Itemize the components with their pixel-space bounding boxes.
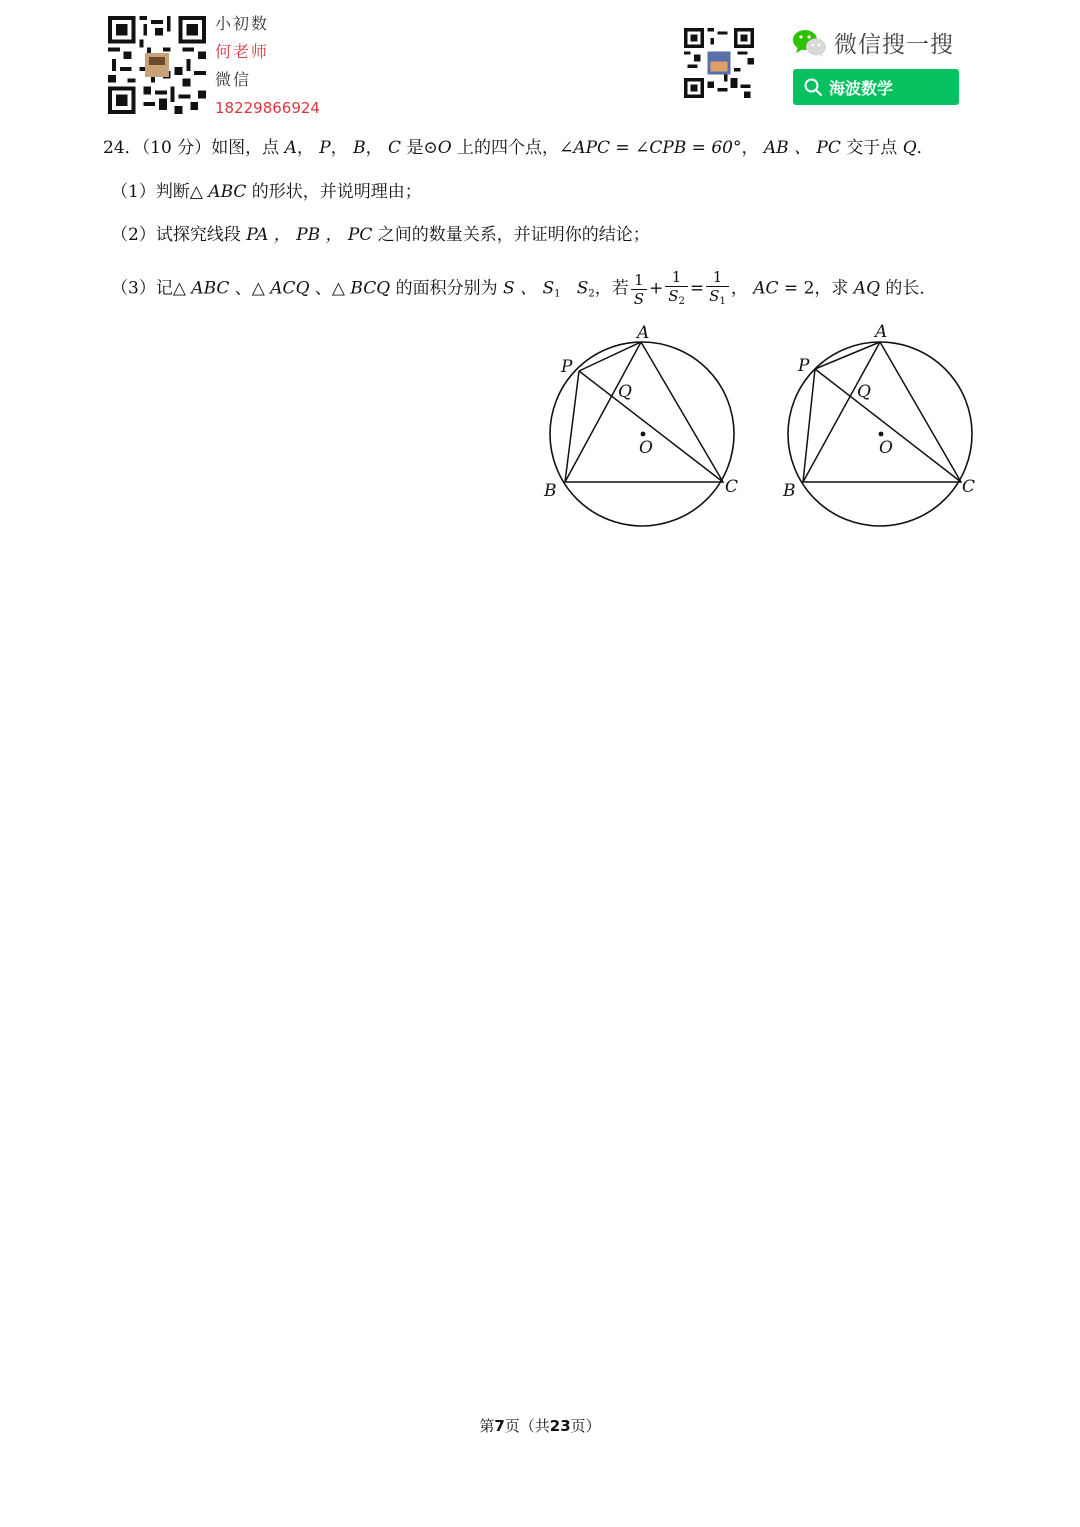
part-3-mid: 的面积分别为 — [390, 278, 503, 299]
stem-text: 上的四个点， — [451, 138, 560, 158]
segment-vars: PA ， PB ， PC — [246, 225, 373, 245]
fraction-denominator: S — [633, 289, 644, 308]
fraction-denominator: $S_2$ — [668, 287, 685, 307]
label-b: B — [783, 481, 796, 501]
triangle-abc: ABC — [191, 278, 230, 299]
footer-text: 第 — [479, 1417, 495, 1435]
question-points: （10 分） — [141, 138, 212, 158]
segment-pb — [803, 369, 815, 482]
page-footer — [0, 1415, 1080, 1436]
segment-aq: AQ — [853, 278, 881, 299]
part-1-prefix: （1）判断△ — [111, 182, 209, 202]
var-q: Q — [902, 138, 917, 158]
var-p: P — [319, 138, 331, 158]
wechat-logo-icon — [792, 28, 828, 58]
var-a: A — [284, 138, 297, 158]
fraction-numerator: 1 — [665, 269, 688, 287]
part-2-prefix: （2）试探究线段 — [111, 225, 247, 245]
center-point — [641, 432, 646, 437]
label-q: Q — [857, 382, 871, 402]
triangle-bcq: BCQ — [350, 278, 391, 299]
part-3: （3）记△ ABC 、△ ACQ 、△ BCQ 的面积分别为 S 、 $S_1$ $S_2$，若 $\frac{1}{S}$ + $\frac{1}{S_2}$ = $\frac{1}{S_1}$ ， AC = 2，求 AQ 的长． — [111, 268, 936, 310]
angle-condition: ∠APC = ∠CPB = 60° — [559, 138, 742, 158]
fraction-numerator: 1 — [631, 272, 647, 290]
fraction-1-over-s2 — [665, 269, 688, 311]
geometry-figure-right — [773, 318, 988, 533]
area-vars: S 、 S — [502, 278, 555, 299]
triangle-abc: ABC — [208, 182, 247, 202]
qr-code-icon — [108, 16, 206, 114]
contact-line-2: 何老师 — [215, 42, 270, 61]
contact-info — [215, 10, 320, 122]
stem-text: 交于点 — [840, 138, 903, 158]
s1-letter: S — [709, 287, 720, 305]
part-3-condition: ，若 — [594, 278, 629, 299]
var-b: B — [353, 138, 366, 158]
geometry-figure-left — [535, 318, 750, 533]
triangle-acq: ACQ — [270, 278, 310, 299]
search-keyword: 海波数学 — [829, 78, 894, 98]
fraction-1-over-s1 — [706, 269, 729, 311]
center-point — [879, 432, 884, 437]
contact-line-3: 微信 — [215, 70, 252, 89]
segment-pc — [815, 369, 961, 482]
segments: AB 、 PC — [763, 138, 841, 158]
label-a: A — [875, 322, 888, 342]
circle-diagram — [535, 318, 750, 533]
label-b: B — [544, 481, 557, 501]
var-c: C — [388, 138, 402, 158]
label-o: O — [879, 438, 893, 458]
fraction-numerator: 1 — [706, 269, 729, 287]
segment-ac: AC — [753, 278, 779, 299]
var-o: O — [437, 138, 452, 158]
separator: 、△ — [309, 278, 351, 299]
label-o: O — [639, 438, 653, 458]
part-2 — [111, 222, 650, 248]
part-1 — [111, 179, 422, 205]
part-2-suffix: 之间的数量关系，并证明你的结论； — [372, 225, 650, 245]
part-3-tail: = 2，求 — [778, 278, 854, 299]
footer-text: 页） — [570, 1417, 601, 1435]
wechat-search-button[interactable] — [793, 69, 959, 105]
part-1-suffix: 的形状，并说明理由； — [246, 182, 422, 202]
footer-text: 页（共 — [504, 1417, 550, 1435]
s2-letter: S — [668, 287, 679, 305]
contact-line-1: 小初数 — [215, 14, 270, 33]
part-3-prefix: （3）记△ — [111, 278, 192, 299]
page-total: 23 — [549, 1417, 571, 1435]
label-a: A — [637, 323, 650, 343]
segment-pa — [815, 342, 880, 369]
wechat-search-header — [792, 26, 954, 59]
label-c: C — [725, 477, 739, 497]
wechat-qr-code[interactable] — [684, 28, 754, 98]
part-3-tail: ， — [730, 278, 754, 299]
segment-pa — [579, 342, 641, 371]
separator: 、△ — [229, 278, 271, 299]
question-number: 24． — [103, 138, 142, 158]
contact-qr-code[interactable] — [108, 16, 206, 114]
label-p: P — [798, 356, 810, 376]
wechat-search-title: 微信搜一搜 — [834, 32, 954, 58]
stem-text: 是⊙ — [401, 138, 438, 158]
page-number: 7 — [494, 1417, 505, 1435]
label-q: Q — [618, 382, 632, 402]
label-p: P — [561, 357, 573, 377]
label-c: C — [962, 477, 976, 497]
stem-text: 如图，点 — [211, 138, 285, 158]
qr-code-icon — [684, 28, 754, 98]
fraction-denominator: $S_1$ — [709, 287, 726, 307]
circle-diagram — [773, 318, 988, 533]
search-icon — [803, 77, 823, 97]
fraction-1-over-s — [631, 272, 647, 309]
segment-pc — [579, 371, 723, 482]
question-stem: 24．（10 分）如图，点 A， P， B， C 是⊙O 上的四个点，∠APC = ∠CPB = 60°， AB 、 PC 交于点 Q． — [103, 138, 934, 158]
segment-pb — [565, 371, 579, 482]
contact-phone: 18229866924 — [215, 99, 320, 117]
part-3-tail: 的长． — [880, 278, 937, 299]
